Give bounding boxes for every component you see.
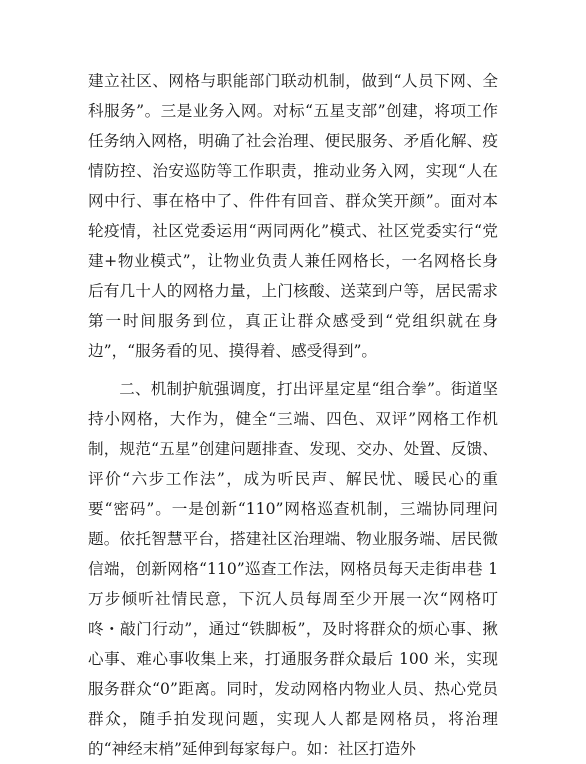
paragraph-mechanism: 二、机制护航强调度，打出评星定星“组合拳”。街道坚持小网格，大作为，健全“三端、四色、双评”网格工作机制，规范“五星”创建问题排查、发现、交办、处置、反馈、评价“六步工作法”，成为听民声、解民忧、暖民心的重要“密码”。一是创新“110”网格巡查机制，三端协同理问题。依托智慧平台，搭建社区治理端、物业服务端、居民微信端，创新网格“110”巡查工作法，网格员每天走街串巷 1 万步倾听社情民意，下沉人员每周至少开展一次“网格叮咚・敲门行动”，通过“铁脚板”，及时将群众的烦心事、揪心事、难心事收集上来，打通服务群众最后 100 米，实现服务群众“0”距离。同时，发动网格内物业人员、热心党员群众，随手拍发现问题，实现人人都是网格员，将治理的“神经末梢”延伸到每家每户。如：社区打造外 (88, 380, 498, 758)
document-body (88, 66, 498, 764)
paragraph-continuation: 建立社区、网格与职能部门联动机制，做到“人员下网、全科服务”。三是业务入网。对标“五星支部”创建，将项工作任务纳入网格，明确了社会治理、便民服务、矛盾化解、疫情防控、治安巡防等工作职责，推动业务入网，实现“人在网中行、事在格中了、件件有回音、群众笑开颜”。面对本轮疫情，社区党委运用“两同两化”模式、社区党委实行“党建+物业模式”，让物业负责人兼任网格长，一名网格长身后有几十人的网格力量，上门核酸、送菜到户等，居民需求第一时间服务到位，真正让群众感受到“党组织就在身边”，“服务看的见、摸得着、感受得到”。 (88, 72, 498, 360)
